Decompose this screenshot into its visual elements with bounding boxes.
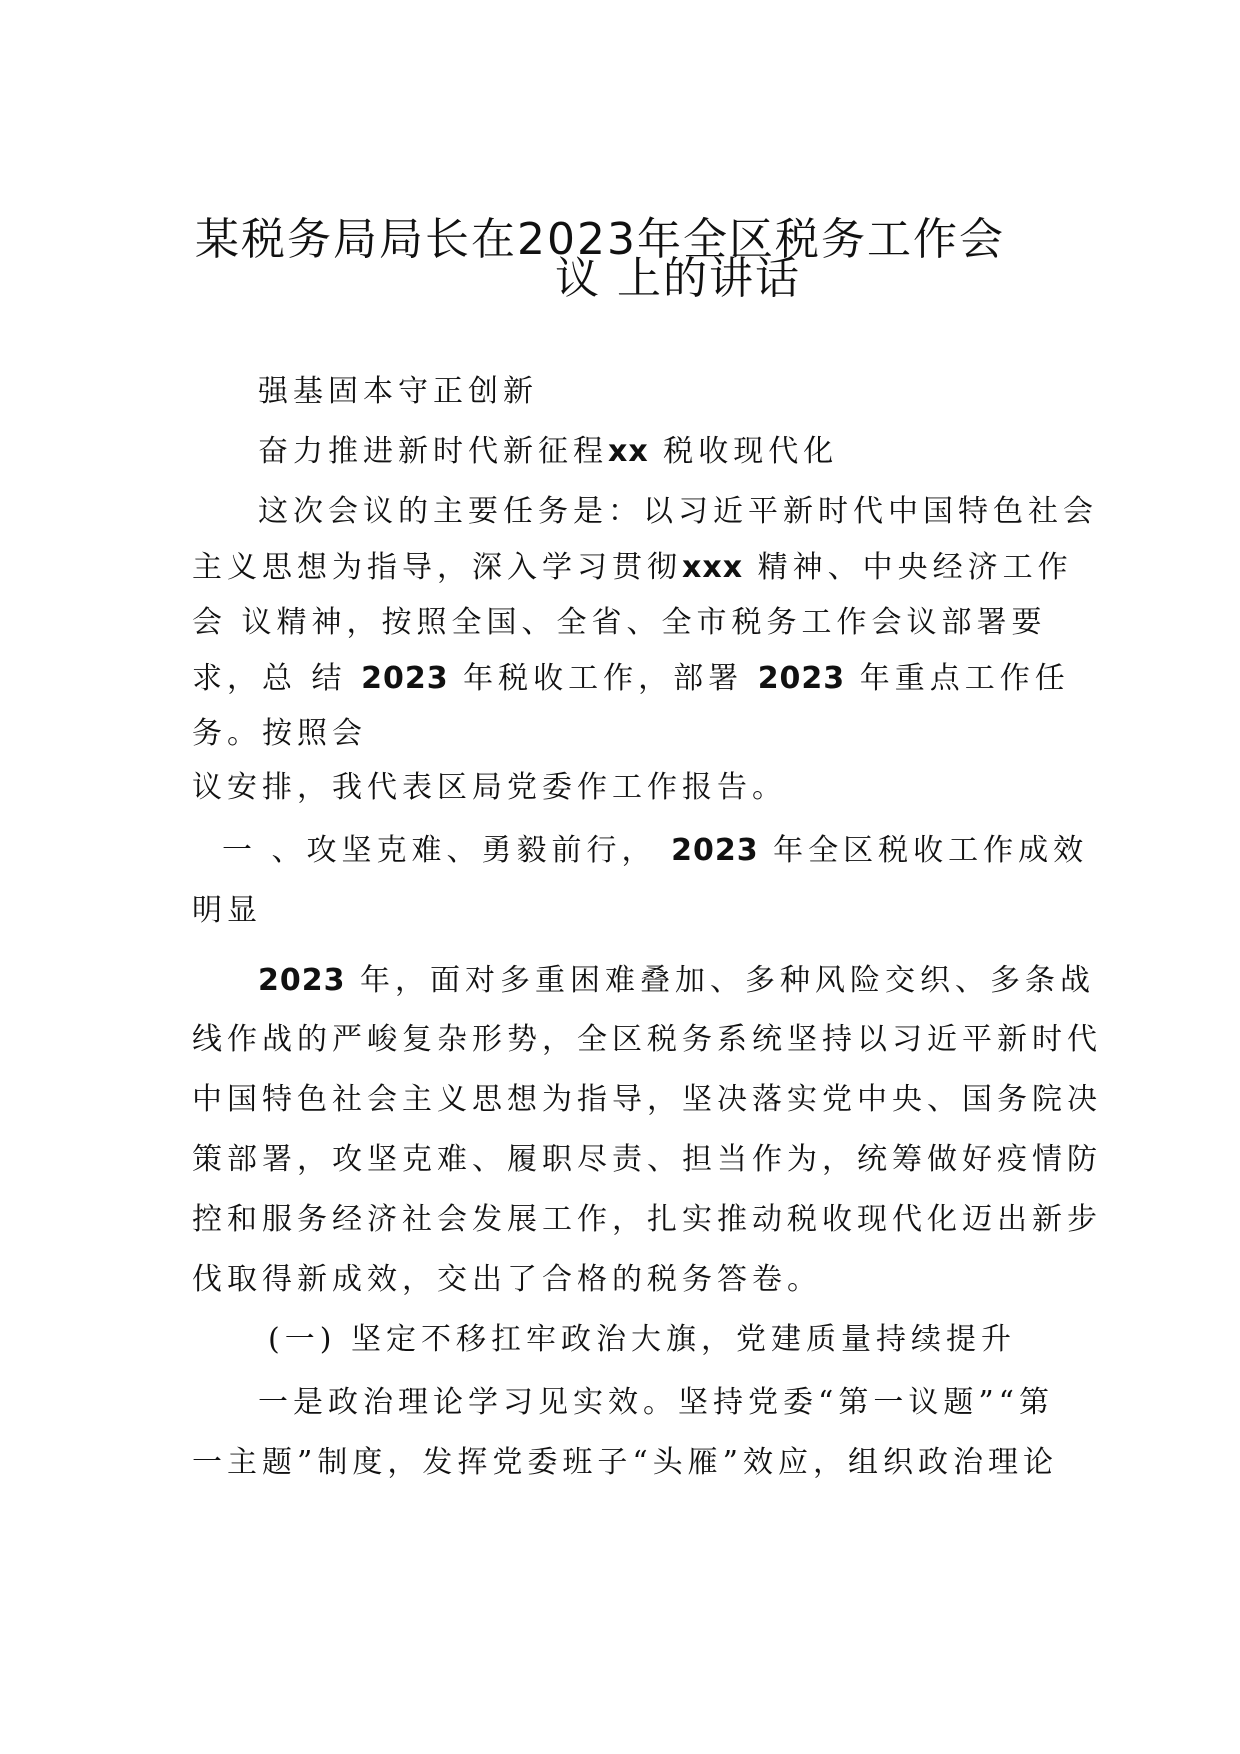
text-span: 年全区税收工作成效 <box>773 833 1089 868</box>
paragraph-line: 会 议精神，按照全国、全省、全市税务工作会议部署要 <box>192 605 1047 640</box>
placeholder-text: xx <box>608 434 649 469</box>
subtitle-line-1: 强基固本守正创新 <box>258 374 538 409</box>
text-span: 年，面对多重困难叠加、多种风险交织、多条战 <box>360 963 1096 998</box>
paragraph-line: 伐取得新成效，交出了合格的税务答卷。 <box>192 1262 822 1297</box>
text-span: 精神、中央经济工作 <box>757 550 1073 585</box>
year-text: 2023 <box>258 963 346 998</box>
paragraph-line: 务。按照会 <box>192 716 367 751</box>
subtitle-line-2 <box>258 432 838 472</box>
text-span: 奋力推进新时代新征程 <box>258 434 608 469</box>
year-text: 2023 <box>757 661 846 696</box>
paragraph-line: 线作战的严峻复杂形势，全区税务系统坚持以习近平新时代 <box>192 1022 1102 1057</box>
year-text: 2023 <box>671 833 759 868</box>
paragraph-line <box>258 961 1095 1001</box>
paragraph-line <box>192 548 1073 588</box>
paragraph-line: 一是政治理论学习见实效。坚持党委“第一议题”“第 <box>258 1385 1055 1420</box>
placeholder-text: xxx <box>682 550 744 585</box>
section-heading-1 <box>222 831 1088 871</box>
text-span: 主义思想为指导，深入学习贯彻 <box>192 550 682 585</box>
paragraph-line: 这次会议的主要任务是：以习近平新时代中国特色社会 <box>258 494 1098 529</box>
document-title-line-1: 某税务局局长在2023年全区税务工作会 <box>195 214 1005 265</box>
section-heading-1-cont: 明显 <box>192 893 262 928</box>
paragraph-line <box>192 659 1070 699</box>
paragraph-line: 中国特色社会主义思想为指导，坚决落实党中央、国务院决 <box>192 1082 1102 1117</box>
year-text: 2023 <box>361 661 449 696</box>
document-title-line-2: 议 上的讲话 <box>555 253 801 304</box>
subsection-heading: (一) 坚定不移扛牢政治大旗，党建质量持续提升 <box>268 1322 1016 1357</box>
text-span: 年重点工作任 <box>859 661 1070 696</box>
text-span: 求，总 结 <box>192 661 347 696</box>
text-span: 税收现代化 <box>663 434 839 469</box>
paragraph-line: 议安排，我代表区局党委作工作报告。 <box>192 770 787 805</box>
text-span: 年税收工作，部署 <box>463 661 744 696</box>
paragraph-line: 策部署，攻坚克难、履职尽责、担当作为，统筹做好疫情防 <box>192 1142 1102 1177</box>
paragraph-line: 控和服务经济社会发展工作，扎实推动税收现代化迈出新步 <box>192 1202 1102 1237</box>
text-span: 一 、攻坚克难、勇毅前行， <box>222 833 657 868</box>
paragraph-line: 一主题”制度，发挥党委班子“头雁”效应，组织政治理论 <box>192 1445 1059 1480</box>
